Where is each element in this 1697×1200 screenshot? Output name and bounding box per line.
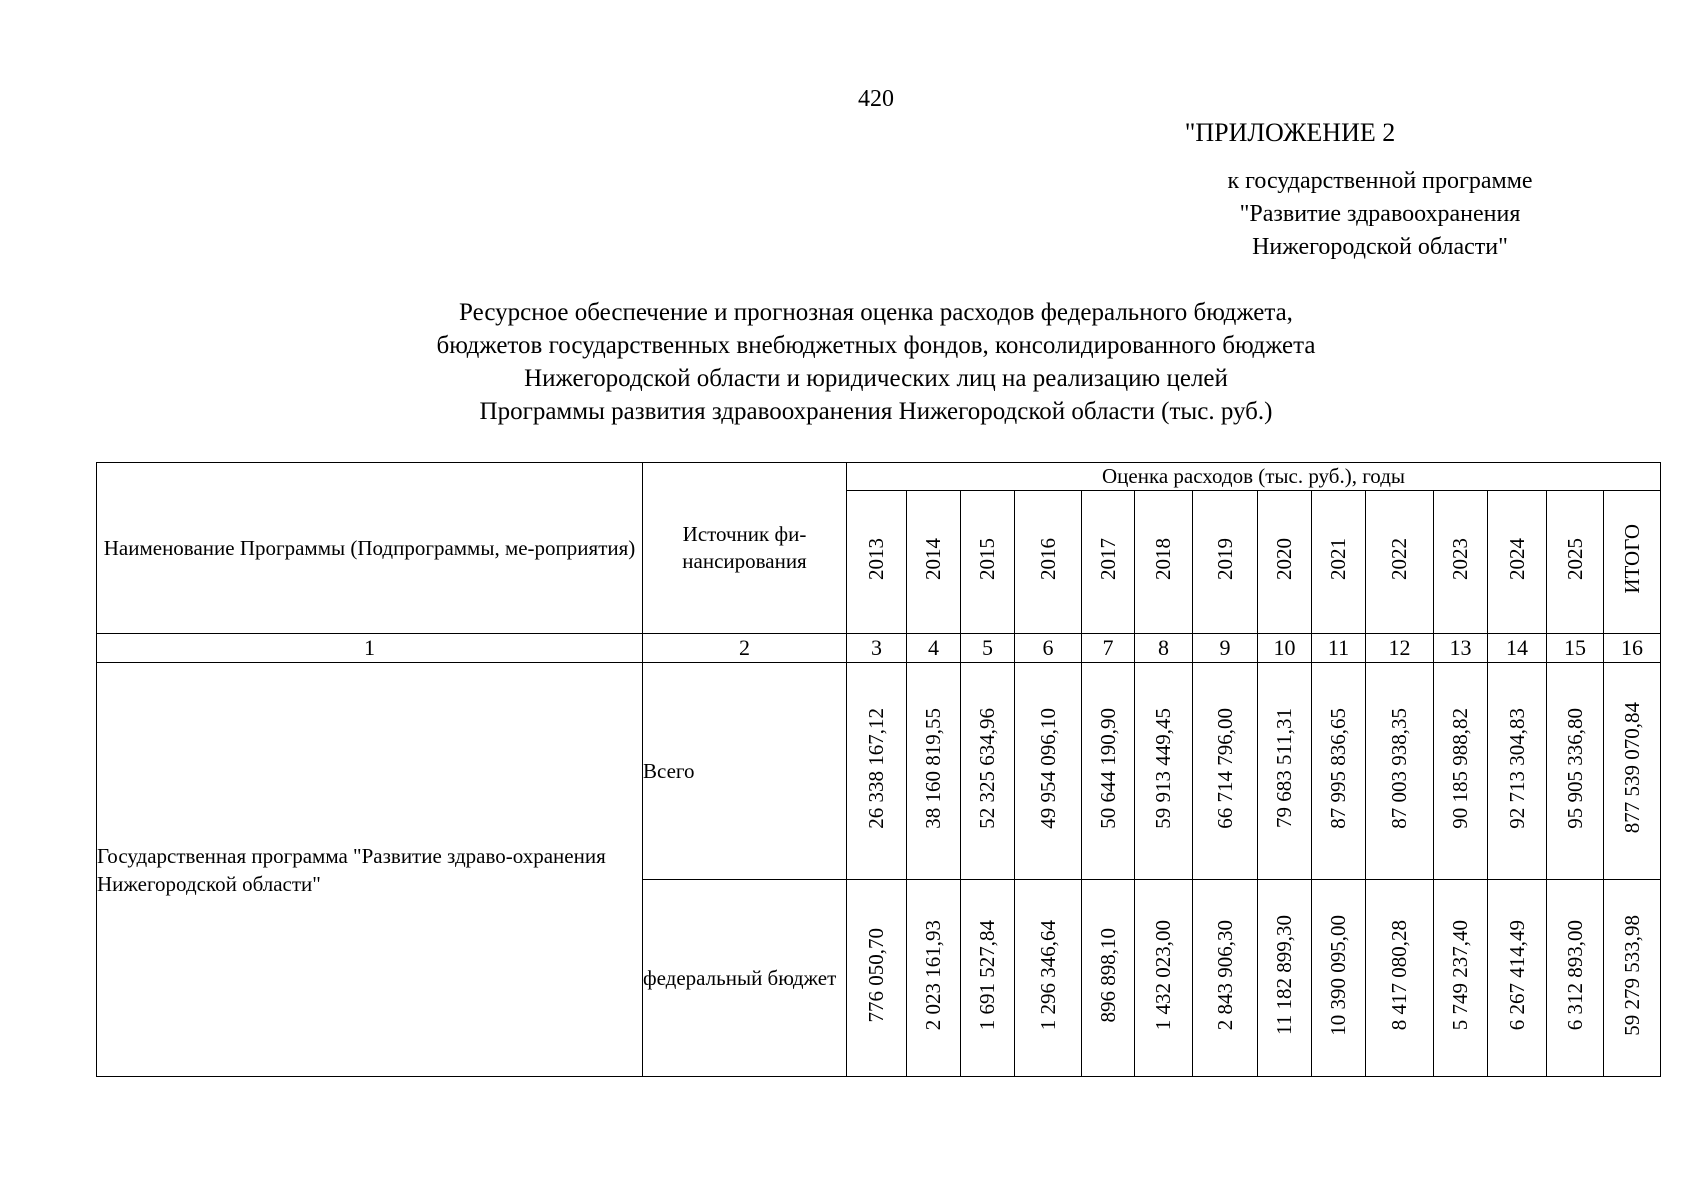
value-cell: 11 182 899,30: [1258, 880, 1312, 1077]
header-name-column: Наименование Программы (Подпрограммы, ме-роприятия): [97, 463, 643, 634]
column-number: 2: [643, 634, 847, 663]
column-number: 10: [1258, 634, 1312, 663]
column-number: 9: [1193, 634, 1258, 663]
column-number-row: [97, 634, 1661, 663]
value-cell: 52 325 634,96: [961, 663, 1015, 880]
appendix-line: Нижегородской области": [1252, 234, 1508, 260]
title-line: Нижегородской области и юридических лиц на реализацию целей: [524, 365, 1228, 392]
column-number: 15: [1547, 634, 1604, 663]
total-header: ИТОГО: [1604, 491, 1661, 634]
year-header: 2016: [1015, 491, 1082, 634]
column-number: 6: [1015, 634, 1082, 663]
value-cell: 1 432 023,00: [1135, 880, 1193, 1077]
title-line: Программы развития здравоохранения Нижегородской области (тыс. руб.): [479, 398, 1273, 425]
value-cell: 38 160 819,55: [907, 663, 961, 880]
page-number: 420: [858, 86, 894, 112]
column-number: 5: [961, 634, 1015, 663]
column-number: 4: [907, 634, 961, 663]
column-number: 16: [1604, 634, 1661, 663]
value-cell: 92 713 304,83: [1488, 663, 1547, 880]
value-cell: 26 338 167,12: [847, 663, 907, 880]
year-header: 2017: [1082, 491, 1135, 634]
appendix-title: "ПРИЛОЖЕНИЕ 2: [1184, 118, 1396, 147]
column-number: 12: [1366, 634, 1434, 663]
document-title: [0, 296, 1697, 428]
header-row-1: [97, 463, 1661, 491]
value-cell: 1 691 527,84: [961, 880, 1015, 1077]
appendix-line: "Развитие здравоохранения: [1239, 201, 1521, 227]
value-cell: 87 995 836,65: [1312, 663, 1366, 880]
year-header: 2013: [847, 491, 907, 634]
table-row: [97, 663, 1661, 880]
value-cell: 10 390 095,00: [1312, 880, 1366, 1077]
program-name: Государственная программа "Развитие здраво-охранения Нижегородской области": [97, 663, 643, 1077]
value-cell: 59 913 449,45: [1135, 663, 1193, 880]
budget-table: [96, 462, 1661, 1077]
value-cell: 66 714 796,00: [1193, 663, 1258, 880]
column-number: 8: [1135, 634, 1193, 663]
year-header: 2022: [1366, 491, 1434, 634]
value-cell: 1 296 346,64: [1015, 880, 1082, 1077]
year-header: 2024: [1488, 491, 1547, 634]
title-line: бюджетов государственных внебюджетных фондов, консолидированного бюджета: [436, 332, 1316, 359]
column-number: 14: [1488, 634, 1547, 663]
funding-source: Всего: [643, 663, 847, 880]
value-cell: 896 898,10: [1082, 880, 1135, 1077]
year-header: 2015: [961, 491, 1015, 634]
value-cell: 6 312 893,00: [1547, 880, 1604, 1077]
value-cell: 6 267 414,49: [1488, 880, 1547, 1077]
total-value-cell: 59 279 533,98: [1604, 880, 1661, 1077]
column-number: 7: [1082, 634, 1135, 663]
year-header: 2018: [1135, 491, 1193, 634]
value-cell: 79 683 511,31: [1258, 663, 1312, 880]
value-cell: 90 185 988,82: [1434, 663, 1488, 880]
value-cell: 49 954 096,10: [1015, 663, 1082, 880]
value-cell: 776 050,70: [847, 880, 907, 1077]
funding-source: федеральный бюджет: [643, 880, 847, 1077]
year-header: 2021: [1312, 491, 1366, 634]
header-estimate-group: Оценка расходов (тыс. руб.), годы: [847, 463, 1661, 491]
column-number: 1: [97, 634, 643, 663]
value-cell: 50 644 190,90: [1082, 663, 1135, 880]
value-cell: 8 417 080,28: [1366, 880, 1434, 1077]
year-header: 2025: [1547, 491, 1604, 634]
header-source-column: Источник фи-нансирования: [643, 463, 847, 634]
value-cell: 2 023 161,93: [907, 880, 961, 1077]
total-value-cell: 877 539 070,84: [1604, 663, 1661, 880]
appendix-subtitle: [1180, 165, 1580, 264]
column-number: 11: [1312, 634, 1366, 663]
column-number: 3: [847, 634, 907, 663]
year-header: 2023: [1434, 491, 1488, 634]
value-cell: 5 749 237,40: [1434, 880, 1488, 1077]
column-number: 13: [1434, 634, 1488, 663]
title-line: Ресурсное обеспечение и прогнозная оценка расходов федерального бюджета,: [459, 299, 1293, 326]
year-header: 2020: [1258, 491, 1312, 634]
value-cell: 87 003 938,35: [1366, 663, 1434, 880]
year-header: 2014: [907, 491, 961, 634]
year-header: 2019: [1193, 491, 1258, 634]
value-cell: 95 905 336,80: [1547, 663, 1604, 880]
value-cell: 2 843 906,30: [1193, 880, 1258, 1077]
appendix-line: к государственной программе: [1227, 168, 1533, 194]
